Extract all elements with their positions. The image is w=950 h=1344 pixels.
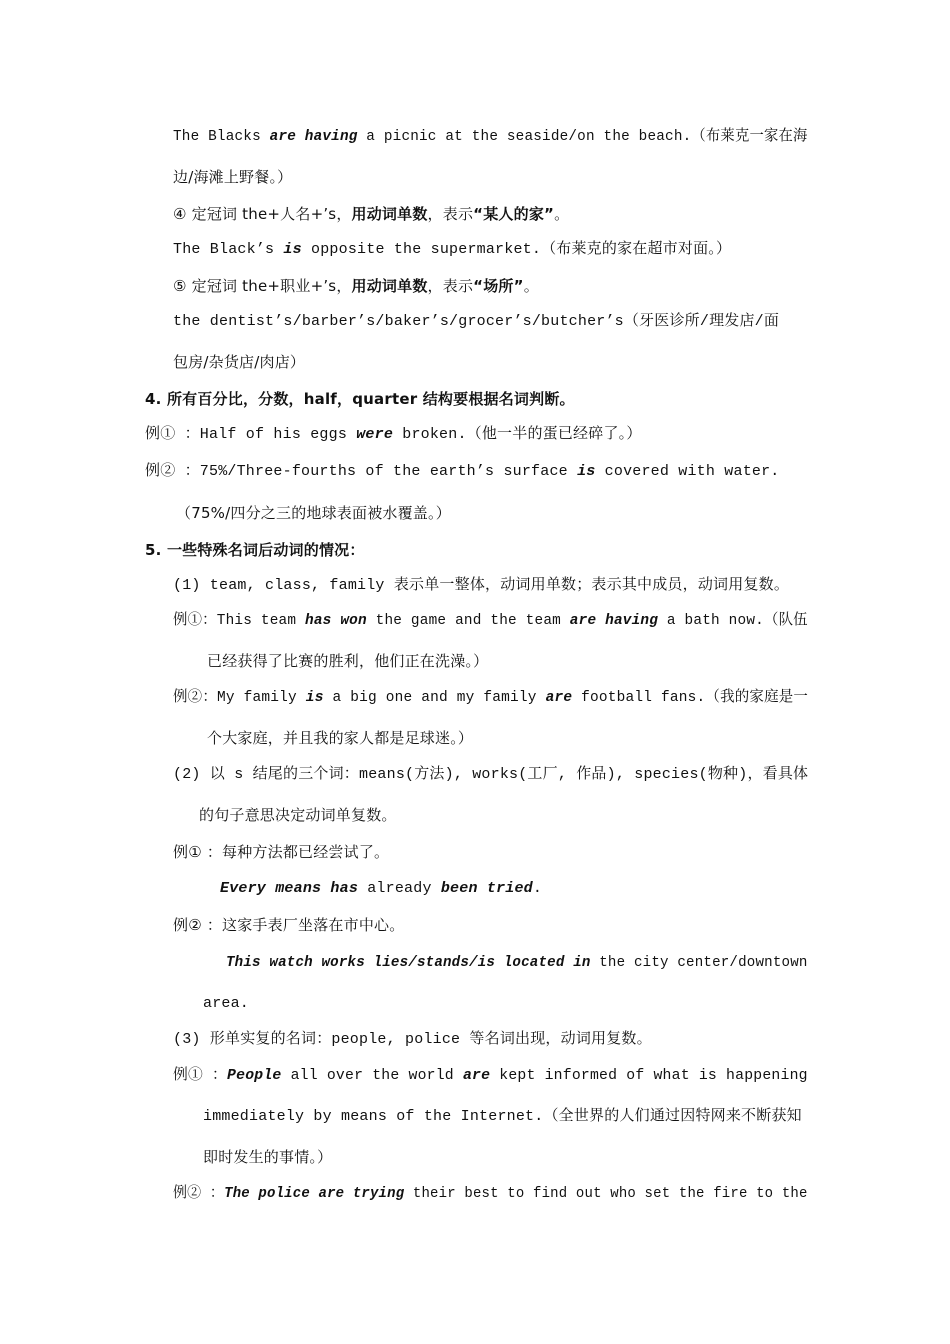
text-line: the dentist’s/barber’s/baker’s/grocer’s/butcher’s（牙医诊所/理发店/面 — [173, 313, 780, 330]
text-run: the game and the team — [366, 612, 570, 629]
emphasis-text: People — [227, 1067, 282, 1084]
emphasis-text: is — [305, 689, 324, 706]
text-run: 例②：My family — [173, 689, 306, 706]
emphasis-text: are having — [569, 612, 659, 629]
text-run: 例①：This team — [173, 612, 306, 629]
text-line: 已经获得了比赛的胜利，他们正在洗澡。） — [207, 652, 489, 670]
section-heading: 5. 一些特殊名词后动词的情况： — [145, 541, 365, 559]
text-line: immediately by means of the Internet.（全世界的人们通过因特网来不断获知 — [203, 1108, 802, 1125]
text-line — [173, 240, 731, 260]
bold-text: 用动词单数 — [351, 205, 428, 223]
example-line — [173, 1184, 808, 1204]
text-run: a picnic at the seaside/on the beach.（布莱克一家在海 — [357, 128, 808, 145]
text-run: 。 — [523, 277, 539, 295]
text-run: ，表示 — [427, 205, 474, 223]
text-run: . — [532, 880, 543, 897]
text-run: 例① ： — [173, 1067, 228, 1084]
text-run: 例② ： — [173, 1185, 225, 1202]
emphasis-text: Every means has — [220, 880, 359, 897]
text-line: 个大家庭，并且我的家人都是足球迷。） — [207, 729, 474, 747]
text-line — [226, 953, 808, 973]
example-line — [173, 1066, 808, 1086]
text-run: football fans.（我的家庭是一 — [572, 689, 809, 706]
text-line — [173, 204, 569, 224]
text-run: 例① ：Half of his eggs — [145, 426, 357, 443]
text-run: covered with water. — [595, 463, 780, 480]
example-line — [145, 462, 780, 482]
text-line: area. — [203, 995, 250, 1012]
example-line — [173, 611, 808, 631]
emphasis-text: This watch works lies/stands/is located in — [226, 954, 591, 971]
text-line: 边/海滩上野餐。） — [173, 168, 293, 186]
text-run: The Blacks — [173, 128, 270, 145]
bold-text: “某人的家” — [473, 205, 555, 223]
emphasis-text: is — [577, 463, 596, 480]
example-line: 例② ：这家手表厂坐落在市中心。 — [173, 916, 405, 934]
emphasis-text: are having — [269, 128, 358, 145]
text-line: (2) 以 s 结尾的三个词：means(方法), works(工厂, 作品), species(物种)，看具体 — [173, 766, 809, 783]
emphasis-text: are — [545, 689, 573, 706]
emphasis-text: is — [283, 241, 302, 258]
text-run: broken.（他一半的蛋已经碎了。） — [393, 426, 642, 443]
text-line — [173, 127, 808, 147]
text-run: ⑤ 定冠词 the+职业+’s， — [173, 277, 352, 295]
text-run: 。 — [554, 205, 570, 223]
emphasis-text: has won — [305, 612, 367, 629]
emphasis-text: been tried — [440, 880, 533, 897]
text-line: 即时发生的事情。） — [203, 1148, 333, 1166]
text-run: a bath now.（队伍 — [658, 612, 808, 629]
text-line — [173, 276, 539, 296]
emphasis-text: are — [462, 1067, 491, 1084]
bold-text: “场所” — [473, 277, 524, 295]
text-run: 例② ：75%/Three-fourths of the earth’s surface — [145, 463, 578, 480]
text-line: (1) team, class, family 表示单一整体，动词用单数；表示其中成员，动词用复数。 — [173, 577, 790, 594]
emphasis-text: The police are trying — [224, 1185, 405, 1202]
text-run: all over the world — [281, 1067, 463, 1084]
section-heading: 4. 所有百分比，分数，half，quarter 结构要根据名词判断。 — [145, 390, 575, 408]
text-run: ④ 定冠词 the+人名+’s， — [173, 205, 352, 223]
text-line: （75%/四分之三的地球表面被水覆盖。） — [176, 504, 451, 522]
example-line — [173, 688, 808, 708]
text-run: The Black’s — [173, 241, 284, 258]
text-line: 包房/杂货店/肉店） — [173, 353, 306, 371]
text-run: their best to find out who set the fire to the — [404, 1185, 808, 1202]
text-run: a big one and my family — [323, 689, 546, 706]
example-line: 例① ：每种方法都已经尝试了。 — [173, 843, 390, 861]
bold-text: 用动词单数 — [351, 277, 428, 295]
emphasis-text: were — [356, 426, 394, 443]
text-line — [220, 879, 542, 899]
text-run: already — [358, 880, 441, 897]
text-line: (3) 形单实复的名词：people, police 等名词出现，动词用复数。 — [173, 1031, 652, 1048]
text-line: 的句子意思决定动词单复数。 — [199, 806, 397, 824]
text-run: opposite the supermarket.（布莱克的家在超市对面。） — [301, 241, 732, 258]
example-line — [145, 425, 642, 445]
text-run: the city center/downtown — [590, 954, 808, 971]
text-run: kept informed of what is happening — [490, 1067, 808, 1084]
text-run: ，表示 — [427, 277, 474, 295]
